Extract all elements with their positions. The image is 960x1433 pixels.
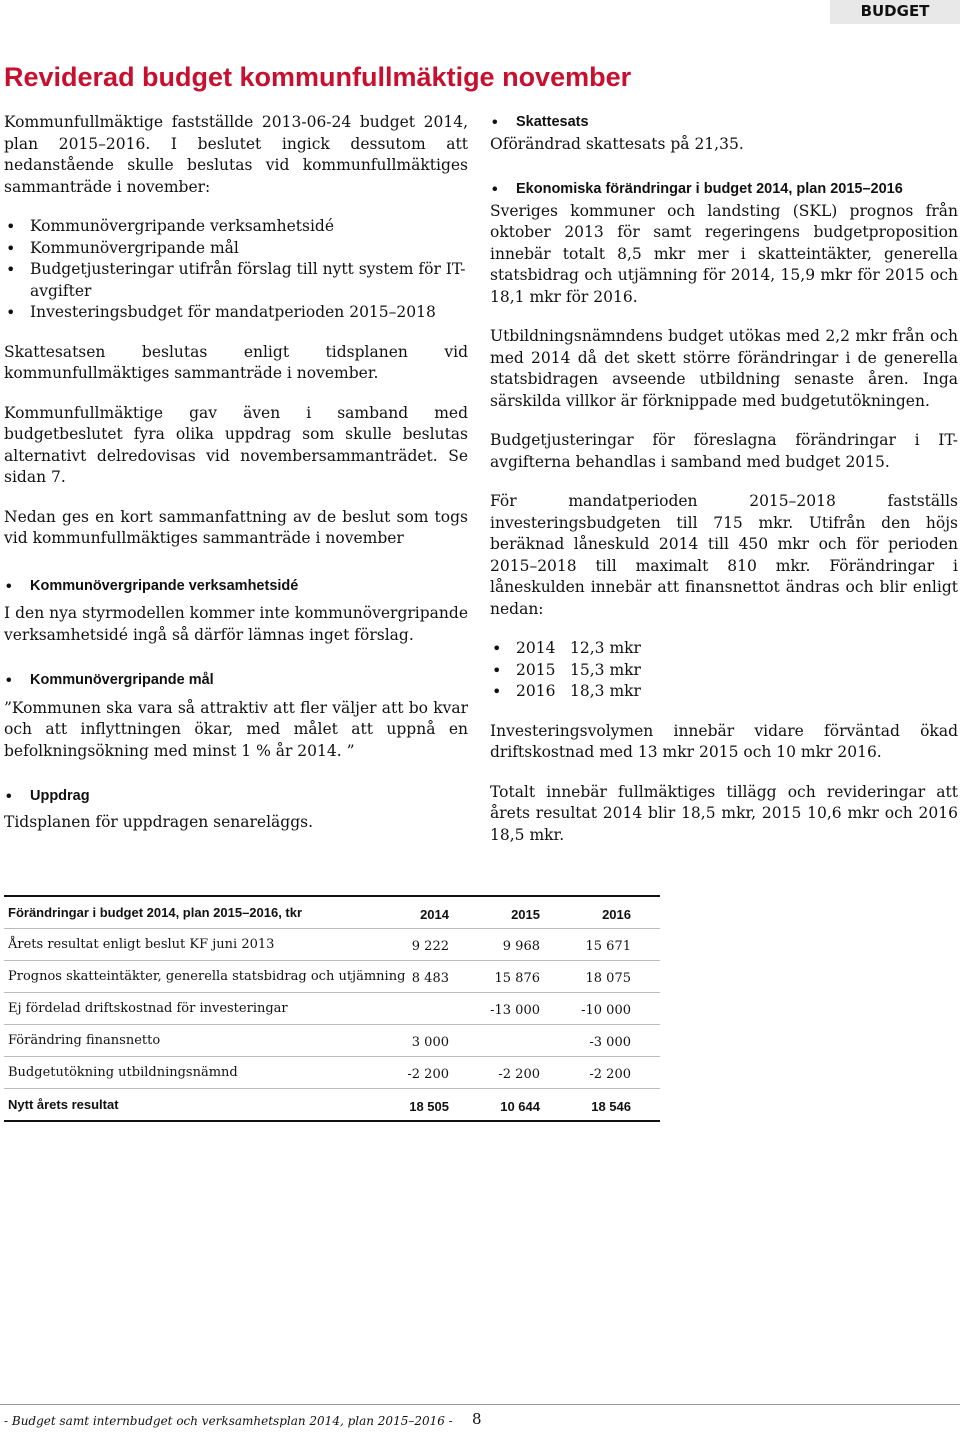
section-heading: • Skattesats (490, 112, 958, 134)
list-item (490, 681, 958, 703)
section-heading: • Kommunövergripande verksamhetsidé (4, 576, 468, 598)
cell-2014: 9 222 (411, 939, 449, 954)
economy-section (490, 179, 958, 201)
tax-section (490, 112, 958, 134)
row-label: Prognos skatteintäkter, generella statsbidrag och utjämning (8, 969, 406, 984)
cell-2014: 3 000 (411, 1035, 449, 1050)
table-header-2015: 2015 (511, 907, 540, 922)
table-row (4, 929, 660, 961)
economy-text: Sveriges kommuner och landsting (SKL) prognos från oktober 2013 för samt regeringens budgetproposition innebär totalt 8,5 mkr mer i skatteintäkter, generella statsbidrag och utjämning för 2014, 15,9 mkr för 2015 och 18,1 mkr för 2016. (490, 201, 958, 306)
cell-2016: 18 546 (591, 1099, 631, 1114)
tax-text: Oförändrad skattesats på 21,35. (490, 134, 744, 153)
list-item: • Investeringsbudget för mandatperioden 2015–2018 (4, 302, 468, 324)
education-paragraph: Utbildningsnämndens budget utökas med 2,2 mkr från och med 2014 då det skett större förändringar i de generella statsbidragen avseende utbildning senaste åren. Inga särskilda villkor är förknippade med budgetutökningen. (490, 327, 958, 410)
cell-2016: -3 000 (589, 1035, 631, 1050)
footer-divider (0, 1404, 960, 1405)
list-item: • Budgetjusteringar utifrån förslag till nytt system för IT-avgifter (4, 259, 468, 302)
list-year: 2016 (516, 682, 556, 700)
cell-2015: -2 200 (498, 1067, 540, 1082)
section-heading: • Ekonomiska förändringar i budget 2014, plan 2015–2016 (490, 179, 958, 201)
list-item: • Kommunövergripande verksamhetsidé (4, 216, 468, 238)
table-row (4, 1025, 660, 1057)
page-number: 8 (472, 1410, 482, 1428)
page-title: Reviderad budget kommunfullmäktige november (4, 62, 632, 92)
goals-text: ”Kommunen ska vara så attraktiv att fler väljer att bo kvar och att inflyttningen ökar, med målet att uppnå en befolkningsökning med minst 1 % år 2014. ” (4, 698, 468, 760)
row-label: Budgetutökning utbildningsnämnd (8, 1065, 238, 1080)
cell-2016: -2 200 (589, 1067, 631, 1082)
table-header-label: Förändringar i budget 2014, plan 2015–2016, tkr (8, 905, 303, 920)
cell-2016: 18 075 (585, 971, 631, 986)
summary-paragraph: Nedan ges en kort sammanfattning av de beslut som togs vid kommunfullmäktiges sammanträde i november (4, 507, 468, 547)
vision-section (4, 576, 468, 598)
list-year: 2014 (516, 639, 556, 657)
vision-text: I den nya styrmodellen kommer inte kommunövergripande verksamhetsidé ingå så därför lämnas inget förslag. (4, 604, 468, 644)
section-heading: • Kommunövergripande mål (4, 670, 468, 692)
cell-2014: -2 200 (407, 1067, 449, 1082)
intro-paragraph: Kommunfullmäktige fastställde 2013-06-24 budget 2014, plan 2015–2016. I beslutet ingick dessutom att nedanstående skulle beslutas vid kommunfullmäktiges sammanträde i november: (4, 113, 468, 196)
left-column (4, 112, 468, 851)
budget-table (4, 895, 660, 1122)
cell-2014: 8 483 (411, 971, 449, 986)
section-heading: • Uppdrag (4, 786, 468, 808)
it-fees-paragraph: Budgetjusteringar för föreslagna förändringar i IT-avgifterna behandlas i samband med budget 2015. (490, 431, 958, 471)
table-row (4, 1057, 660, 1089)
footer-text: - Budget samt internbudget och verksamhetsplan 2014, plan 2015–2016 - (4, 1414, 453, 1428)
decision-list (4, 216, 468, 324)
table-row (4, 961, 660, 993)
row-label: Ej fördelad driftskostnad för investeringar (8, 1001, 288, 1016)
investment-paragraph: För mandatperioden 2015–2018 fastställs investeringsbudgeten till 715 mkr. Utifrån den höjs beräknad låneskuld 2014 till 450 mkr och för perioden 2015–2018 till maximalt 810 mkr. Förändringar i låneskulden innebär att finansnettot ändras och blir enligt nedan: (490, 492, 958, 618)
table-header-2014: 2014 (420, 907, 449, 922)
cell-2015: 9 968 (502, 939, 540, 954)
list-item (490, 638, 958, 660)
right-column (490, 112, 958, 864)
list-year: 2015 (516, 660, 556, 679)
list-item: • Kommunövergripande mål (4, 238, 468, 260)
table-header-row (4, 897, 660, 929)
list-value: 15,3 mkr (570, 660, 641, 679)
cell-2014: 18 505 (409, 1099, 449, 1114)
cell-2016: 15 671 (585, 939, 631, 954)
list-item (490, 660, 958, 682)
cell-2015: 10 644 (500, 1099, 540, 1114)
tax-paragraph: Skattesatsen beslutas enligt tidsplanen vid kommunfullmäktiges sammanträde i november. (4, 342, 468, 382)
financial-net-list (490, 638, 958, 703)
list-value: 18,3 mkr (570, 682, 641, 700)
list-value: 12,3 mkr (570, 639, 641, 657)
cell-2015: -13 000 (490, 1003, 540, 1018)
row-label: Nytt årets resultat (8, 1097, 119, 1112)
goals-section (4, 670, 468, 692)
table-total-row (4, 1089, 660, 1122)
table-row (4, 993, 660, 1025)
assignments-section (4, 786, 468, 808)
operating-cost-paragraph: Investeringsvolymen innebär vidare förväntad ökad driftskostnad med 13 mkr 2015 och 10 mkr 2016. (490, 721, 958, 761)
result-paragraph: Totalt innebär fullmäktiges tillägg och revideringar att årets resultat 2014 blir 18,5 mkr, 2015 10,6 mkr och 2016 18,5 mkr. (490, 782, 958, 844)
section-tag: BUDGET (830, 0, 960, 24)
table-header-2016: 2016 (602, 907, 631, 922)
row-label: Årets resultat enligt beslut KF juni 2013 (8, 937, 275, 952)
row-label: Förändring finansnetto (8, 1033, 161, 1048)
cell-2016: -10 000 (581, 1003, 631, 1018)
assignments-paragraph: Kommunfullmäktige gav även i samband med budgetbeslutet fyra olika uppdrag som skulle beslutas alternativt delredovisas vid novembersammanträdet. Se sidan 7. (4, 403, 468, 486)
cell-2015: 15 876 (494, 971, 540, 986)
assignments-text: Tidsplanen för uppdragen senareläggs. (4, 812, 314, 831)
